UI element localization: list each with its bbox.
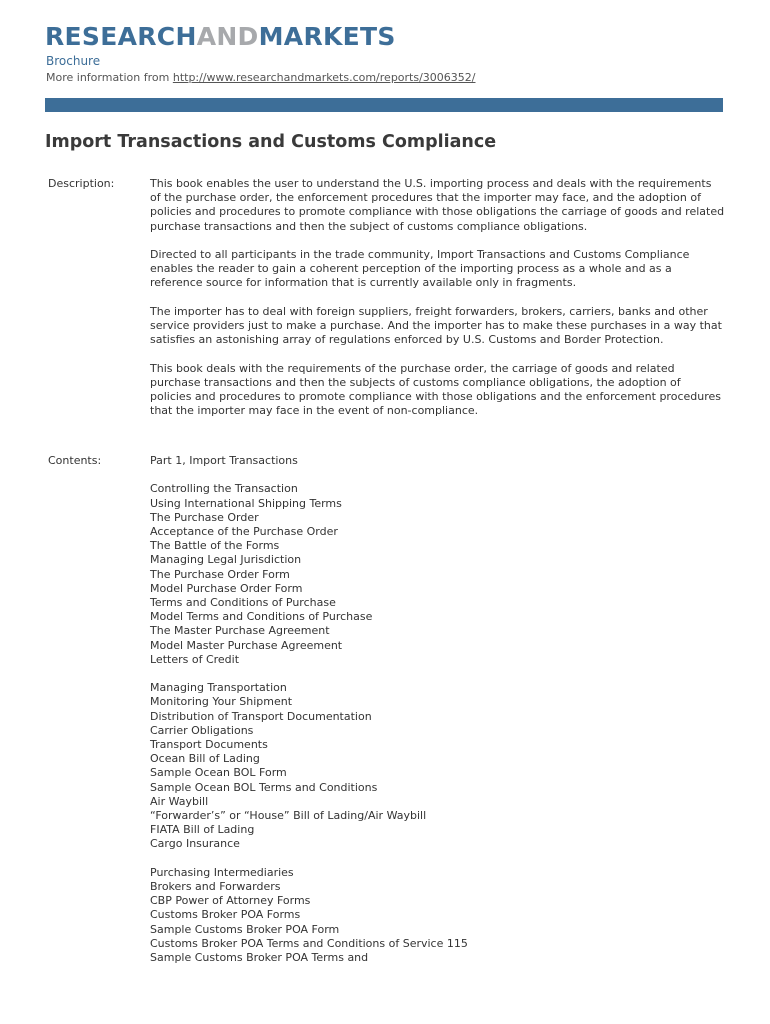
contents-list-item: The Purchase Order Form bbox=[150, 567, 290, 581]
description-paragraph: The importer has to deal with foreign suppliers, freight forwarders, brokers, carriers, banks and other service providers just to make a purchase. And the importer has to make these purchases in a way that satisfies an astonishing array of regulations enforced by U.S. Customs and Border Protection. bbox=[150, 304, 722, 347]
contents-part-heading: Part 1, Import Transactions bbox=[150, 454, 298, 467]
contents-list-item: The Battle of the Forms bbox=[150, 539, 280, 553]
logo-and: AND bbox=[196, 22, 259, 51]
description-paragraph: Directed to all participants in the trade community, Import Transactions and Customs Compliance enables the reader to gain a coherent perception of the importing process as a whole and as a reference source for information that is currently available only in fragments. bbox=[150, 248, 690, 290]
header-divider-bar bbox=[45, 98, 723, 112]
description-paragraph: This book deals with the requirements of the purchase order, the carriage of goods and related purchase transactions and then the subjects of customs compliance obligations, the adoption of policies and procedures to promote compliance with those obligations and the enforcement procedures that the importer may face in the event of non-compliance. bbox=[150, 361, 721, 418]
contents-group-spacer bbox=[150, 667, 725, 681]
contents-list-item: Managing Transportation bbox=[150, 681, 287, 695]
contents-list-item: Customs Broker POA Terms and Conditions of Service 115 bbox=[150, 936, 468, 950]
contents-list-item: The Purchase Order bbox=[150, 510, 259, 524]
contents-list-item: Carrier Obligations bbox=[150, 723, 254, 737]
more-info-prefix: More information from bbox=[46, 71, 173, 84]
contents-list-item: Managing Legal Jurisdiction bbox=[150, 553, 302, 567]
document-title: Import Transactions and Customs Compliance bbox=[45, 132, 497, 152]
contents-list-item: Monitoring Your Shipment bbox=[150, 695, 293, 709]
description-paragraph: This book enables the user to understand the U.S. importing process and deals with the requirements of the purchase order, the enforcement procedures that the importer may face, and the adoption of policies and procedures to promote compliance with those obligations the carriage of goods and related purchase transactions and then the subject of customs compliance obligations. bbox=[150, 177, 725, 233]
contents-label: Contents: bbox=[48, 454, 102, 467]
contents-list-item: Transport Documents bbox=[150, 738, 268, 752]
research-and-markets-logo bbox=[45, 22, 396, 52]
contents-list-item: Customs Broker POA Forms bbox=[150, 908, 301, 922]
contents-list-item: Cargo Insurance bbox=[150, 837, 240, 851]
contents-list-item: Sample Customs Broker POA Form bbox=[150, 922, 340, 936]
contents-group-spacer bbox=[150, 852, 725, 866]
contents-list-item: Sample Ocean BOL Terms and Conditions bbox=[150, 780, 378, 794]
contents-body bbox=[150, 454, 725, 965]
contents-list-item: The Master Purchase Agreement bbox=[150, 624, 330, 638]
contents-list-item: Sample Customs Broker POA Terms and bbox=[150, 951, 369, 965]
contents-list-item: “Forwarder’s” or “House” Bill of Lading/Air Waybill bbox=[150, 809, 427, 823]
contents-list-item: CBP Power of Attorney Forms bbox=[150, 894, 311, 908]
contents-list-item: Letters of Credit bbox=[150, 652, 240, 666]
contents-list-item: Model Purchase Order Form bbox=[150, 581, 303, 595]
contents-list-item: FIATA Bill of Lading bbox=[150, 823, 255, 837]
report-url-link[interactable]: http://www.researchandmarkets.com/reports/3006352/ bbox=[172, 71, 476, 84]
brochure-label: Brochure bbox=[46, 54, 101, 68]
contents-list-item: Distribution of Transport Documentation bbox=[150, 709, 372, 723]
contents-list-item: Terms and Conditions of Purchase bbox=[150, 596, 336, 610]
contents-list-item: Purchasing Intermediaries bbox=[150, 865, 294, 879]
more-information-line bbox=[46, 71, 476, 85]
contents-list-item: Model Terms and Conditions of Purchase bbox=[150, 610, 373, 624]
description-body bbox=[150, 177, 725, 433]
contents-list-item: Brokers and Forwarders bbox=[150, 880, 281, 894]
description-label: Description: bbox=[48, 177, 115, 190]
contents-group-spacer bbox=[150, 468, 725, 482]
logo-markets: MARKETS bbox=[258, 22, 396, 51]
contents-list-item: Controlling the Transaction bbox=[150, 482, 298, 496]
contents-list-item: Sample Ocean BOL Form bbox=[150, 766, 287, 780]
contents-list-item: Air Waybill bbox=[150, 794, 209, 808]
contents-list-item: Acceptance of the Purchase Order bbox=[150, 525, 338, 538]
contents-list-item: Model Master Purchase Agreement bbox=[150, 638, 343, 652]
contents-list-item: Ocean Bill of Lading bbox=[150, 752, 260, 766]
logo-research: RESEARCH bbox=[45, 22, 197, 51]
contents-list-item: Using International Shipping Terms bbox=[150, 496, 342, 510]
